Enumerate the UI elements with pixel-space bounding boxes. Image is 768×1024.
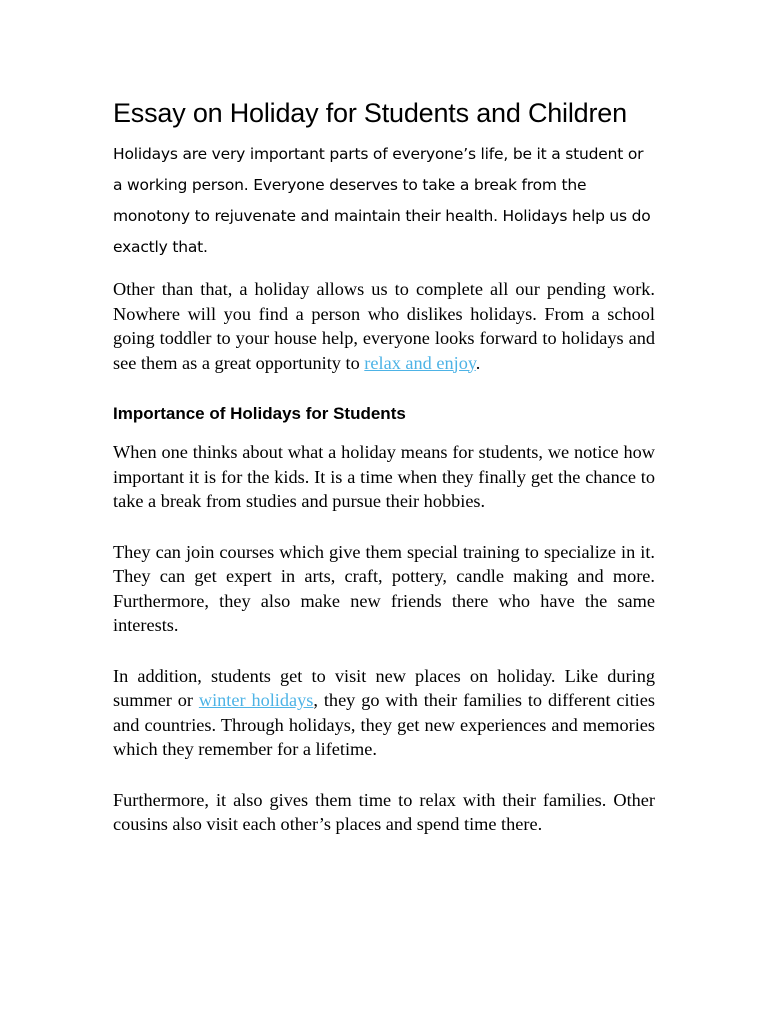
paragraph-when-one-thinks: When one thinks about what a holiday means for students, we notice how important it is for the kids. It is a time when they finally get the chance to take a break from studies and pursue their hobbies.: [113, 442, 655, 511]
paragraph-text-end: , they go with their families to different cities and countries. Through holidays, they get new experiences and memories which they remember for a lifetime.: [113, 690, 655, 759]
paragraph-other-than-that: [113, 277, 655, 375]
paragraph-furthermore: Furthermore, it also gives them time to relax with their families. Other cousins also visit each other’s places and spend time there.: [113, 789, 655, 834]
page-title: Essay on Holiday for Students and Children: [113, 98, 627, 128]
relax-and-enjoy-link[interactable]: relax and enjoy: [364, 352, 476, 373]
document-page: [113, 96, 655, 837]
intro-paragraph: Holidays are very important parts of everyone’s life, be it a student or a working person. Everyone deserves to take a break from the monotony to rejuvenate and maintain their health. Holidays help us do exactly that.: [113, 145, 651, 256]
paragraph-courses: They can join courses which give them special training to specialize in it. They can get expert in arts, craft, pottery, candle making and more. Furthermore, they also make new friends there who have the same interests.: [113, 541, 655, 635]
section-heading-importance: Importance of Holidays for Students: [113, 404, 406, 423]
paragraph-text: Other than that, a holiday allows us to complete all our pending work. Nowhere will you find a person who dislikes holidays. From a school going toddler to your house help, everyone looks forward to holidays and see them as a great opportunity to: [113, 279, 655, 373]
winter-holidays-link[interactable]: winter holidays: [198, 690, 314, 710]
paragraph-in-addition: [113, 664, 655, 762]
paragraph-text-end: .: [475, 352, 481, 373]
paragraph-text: In addition, students get to visit new places on holiday. Like during summer or: [113, 665, 655, 710]
